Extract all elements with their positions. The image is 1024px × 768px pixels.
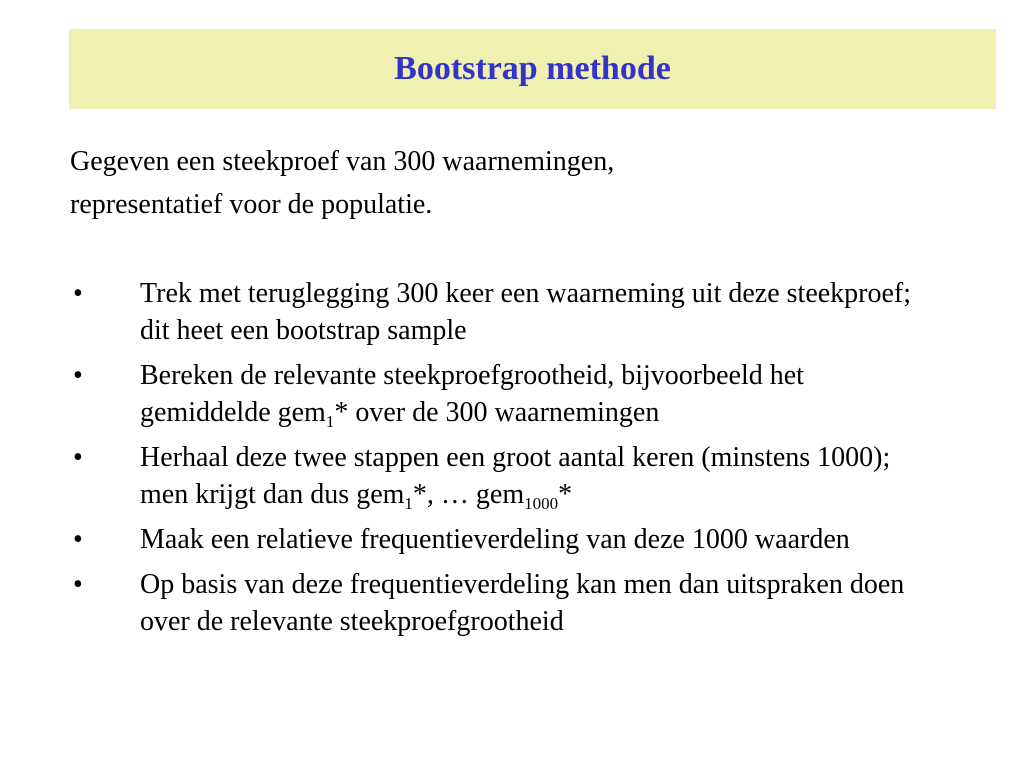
bullet-item-2 [70, 357, 970, 431]
bullet-icon: • [73, 360, 83, 391]
bullet-text-post: * over de 300 waarnemingen [334, 397, 660, 428]
bullet-text-pre: Herhaal deze twee stappen een groot aantal keren (minstens 1000); men krijgt dan dus gem [140, 442, 891, 510]
bullet-item-3 [70, 439, 970, 513]
subscript: 1 [325, 412, 335, 431]
title-bar [69, 29, 996, 109]
bullet-list [70, 275, 970, 648]
bullet-icon: • [73, 569, 83, 600]
subscript: 1000 [524, 494, 559, 513]
intro-paragraph [70, 140, 970, 226]
bullet-item-1 [70, 275, 970, 349]
bullet-text [140, 439, 940, 513]
bullet-icon: • [73, 278, 83, 309]
bullet-text [140, 357, 940, 431]
bullet-icon: • [73, 442, 83, 473]
bullet-item-4 [70, 521, 970, 558]
bullet-text-post: * [558, 479, 573, 510]
intro-line-1: Gegeven een steekproef van 300 waarnemingen, [70, 146, 615, 177]
bullet-item-5 [70, 566, 970, 640]
bullet-text: Op basis van deze frequentieverdeling kan men dan uitspraken doen over de relevante steekproefgrootheid [140, 569, 905, 637]
bullet-text-pre: Bereken de relevante steekproefgrootheid, bijvoorbeeld het gemiddelde gem [140, 360, 804, 428]
bullet-text-mid: *, … gem [412, 479, 525, 510]
bullet-text: Trek met teruglegging 300 keer een waarneming uit deze steekproef; dit heet een bootstrap sample [140, 278, 912, 346]
bullet-icon: • [73, 524, 83, 555]
slide-title: Bootstrap methode [394, 50, 671, 87]
bullet-text: Maak een relatieve frequentieverdeling van deze 1000 waarden [140, 524, 850, 555]
intro-line-2: representatief voor de populatie. [70, 189, 433, 220]
subscript: 1 [404, 494, 413, 513]
